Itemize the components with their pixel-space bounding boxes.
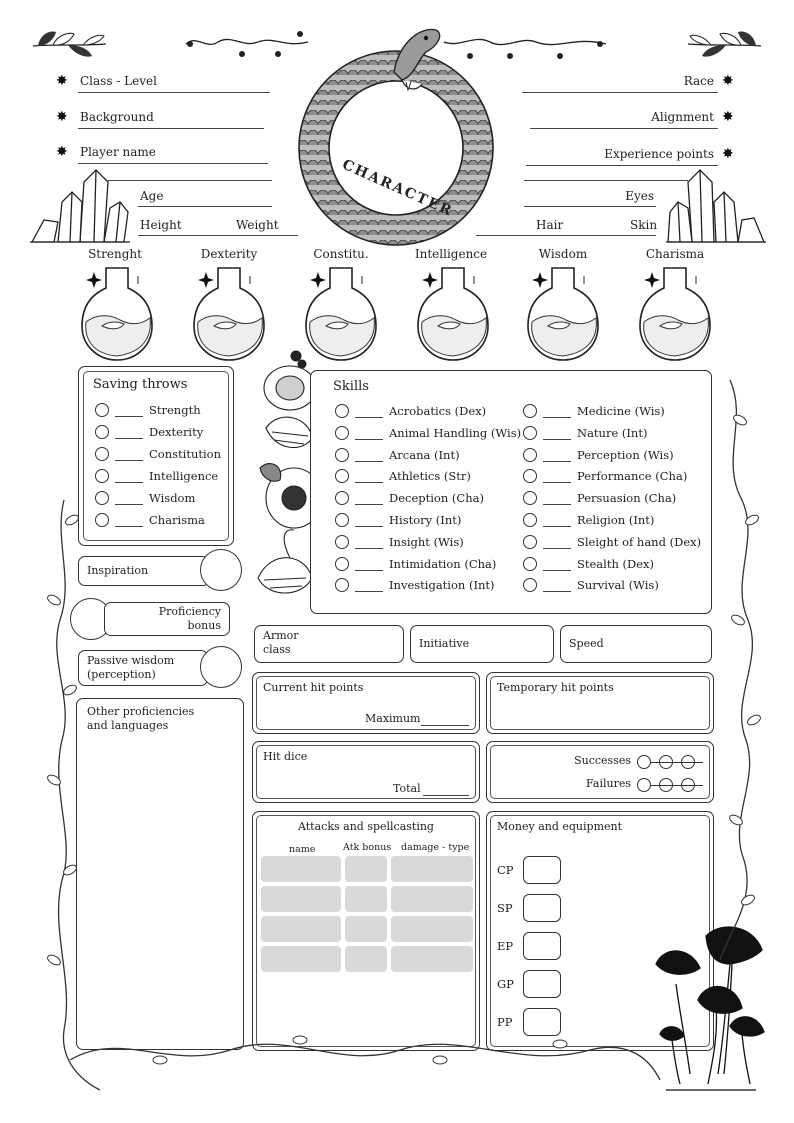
saving-throw-proficiency-toggle[interactable] xyxy=(95,513,109,527)
passive-wisdom-label-1: Passive wisdom xyxy=(87,654,175,667)
attack-bonus-cell[interactable] xyxy=(345,886,387,912)
skill-modifier-field[interactable] xyxy=(543,591,571,592)
attack-bonus-cell[interactable] xyxy=(345,856,387,882)
armor-class-label-2: class xyxy=(263,643,291,656)
skill-modifier-field[interactable] xyxy=(543,461,571,462)
maximum-hp-label: Maximum xyxy=(365,712,421,725)
hair-label: Hair xyxy=(536,218,564,232)
skill-label: Perception (Wis) xyxy=(577,447,674,462)
attack-col-name: name xyxy=(289,844,316,855)
inspiration-label: Inspiration xyxy=(87,564,149,577)
attack-name-cell[interactable] xyxy=(261,946,341,972)
skill-label: Acrobatics (Dex) xyxy=(389,404,487,418)
coin-label: PP xyxy=(497,1015,513,1029)
skill-proficiency-toggle[interactable] xyxy=(523,535,537,549)
death-saves-box xyxy=(486,741,714,803)
attack-bonus-cell[interactable] xyxy=(345,946,387,972)
initiative-box[interactable] xyxy=(410,625,554,663)
skill-proficiency-toggle[interactable] xyxy=(523,491,537,505)
ability-name: Dexterity xyxy=(200,247,258,261)
eyes-label: Eyes xyxy=(625,189,654,203)
attack-col-damage: damage - type xyxy=(401,842,470,853)
star-bullet-icon: ✸ xyxy=(722,146,734,162)
attack-name-cell[interactable] xyxy=(261,916,341,942)
proficiency-box xyxy=(104,602,230,636)
skills-panel xyxy=(310,370,712,614)
attack-damage-cell[interactable] xyxy=(391,916,473,942)
skill-label: Survival (Wis) xyxy=(577,578,659,593)
skill-proficiency-toggle[interactable] xyxy=(335,404,349,418)
saving-throw-modifier-field[interactable] xyxy=(115,460,143,461)
leaf-ornament-right xyxy=(686,26,766,66)
skill-label: Animal Handling (Wis) xyxy=(389,425,522,440)
saving-throws-title: Saving throws xyxy=(93,377,188,392)
skill-proficiency-toggle[interactable] xyxy=(335,557,349,571)
coin-label: EP xyxy=(497,939,514,953)
coin-label: CP xyxy=(497,863,514,877)
skill-proficiency-toggle[interactable] xyxy=(335,469,349,483)
mushroom-cluster-icon xyxy=(646,924,766,1094)
saving-throw-modifier-field[interactable] xyxy=(115,504,143,505)
failures-label: Failures xyxy=(586,777,631,790)
skill-label: History (Int) xyxy=(389,513,462,527)
header-rule-left xyxy=(108,180,272,181)
speed-box[interactable] xyxy=(560,625,712,663)
saving-throw-proficiency-toggle[interactable] xyxy=(95,425,109,439)
skill-label: Deception (Cha) xyxy=(389,491,484,506)
attack-col-bonus: Atk bonus xyxy=(343,842,392,853)
death-save-connector xyxy=(651,762,703,763)
maximum-hp-field[interactable] xyxy=(421,725,469,726)
current-hp-box[interactable] xyxy=(252,672,480,734)
skill-label: Insight (Wis) xyxy=(389,534,464,549)
player-name-field[interactable] xyxy=(78,163,268,164)
passive-wisdom-box xyxy=(78,650,208,686)
race-field[interactable] xyxy=(522,92,718,93)
skill-label: Sleight of hand (Dex) xyxy=(577,534,702,549)
skill-label: Performance (Cha) xyxy=(577,469,688,484)
ability-score-flask[interactable] xyxy=(80,264,154,362)
skill-proficiency-toggle[interactable] xyxy=(335,513,349,527)
proficiency-label-1: Proficiency xyxy=(158,605,221,618)
skill-modifier-field[interactable] xyxy=(543,417,571,418)
passive-wisdom-label-2: (perception) xyxy=(87,668,156,681)
experience-points-field[interactable] xyxy=(526,165,718,166)
inspiration-box xyxy=(78,556,210,586)
skill-modifier-field[interactable] xyxy=(543,526,571,527)
skills-title: Skills xyxy=(333,379,369,394)
star-bullet-icon: ✸ xyxy=(56,73,68,89)
attack-name-cell[interactable] xyxy=(261,856,341,882)
background-label: Background xyxy=(80,110,154,124)
potion-flask-icon xyxy=(416,264,490,362)
other-proficiencies-label-2: and languages xyxy=(87,719,169,732)
skill-modifier-field[interactable] xyxy=(543,548,571,549)
ability-name: Charisma xyxy=(645,247,705,261)
potion-flask-icon xyxy=(526,264,600,362)
star-bullet-icon: ✸ xyxy=(722,73,734,89)
height-weight-field[interactable] xyxy=(138,235,298,236)
skin-label: Skin xyxy=(630,218,658,232)
attack-damage-cell[interactable] xyxy=(391,886,473,912)
skill-modifier-field[interactable] xyxy=(355,461,383,462)
coin-amount-field[interactable] xyxy=(523,932,561,960)
skill-label: Intimidation (Cha) xyxy=(389,556,497,571)
alignment-field[interactable] xyxy=(530,128,718,129)
race-label: Race xyxy=(683,74,714,88)
weight-label: Weight xyxy=(236,218,279,232)
attack-damage-cell[interactable] xyxy=(391,856,473,882)
skill-label: Nature (Int) xyxy=(577,425,648,440)
attack-damage-cell[interactable] xyxy=(391,946,473,972)
skill-label: Religion (Int) xyxy=(577,513,655,527)
inspiration-circle[interactable] xyxy=(200,549,242,591)
skill-modifier-field[interactable] xyxy=(355,417,383,418)
background-field[interactable] xyxy=(78,128,264,129)
skill-modifier-field[interactable] xyxy=(355,570,383,571)
eyes-field[interactable] xyxy=(524,206,656,207)
saving-throw-label: Strength xyxy=(149,403,201,417)
money-title: Money and equipment xyxy=(497,820,623,833)
crystal-cluster-left-icon xyxy=(28,168,132,244)
armor-class-label-1: Armor xyxy=(263,629,299,642)
ability-score-flask[interactable] xyxy=(638,264,712,362)
hit-dice-total-label: Total xyxy=(393,782,421,795)
ability-score-flask[interactable] xyxy=(416,264,490,362)
armor-class-box[interactable] xyxy=(254,625,404,663)
ability-name: Strenght xyxy=(88,247,142,261)
attacks-title: Attacks and spellcasting xyxy=(298,820,434,833)
emblem-text: CHARACTER xyxy=(339,156,456,220)
skill-modifier-field[interactable] xyxy=(543,482,571,483)
skill-proficiency-toggle[interactable] xyxy=(335,491,349,505)
saving-throw-label: Intelligence xyxy=(149,469,219,483)
star-bullet-icon: ✸ xyxy=(56,109,68,125)
successes-label: Successes xyxy=(574,754,631,767)
current-hp-label: Current hit points xyxy=(263,681,364,694)
coin-amount-field[interactable] xyxy=(523,894,561,922)
saving-throws-panel xyxy=(78,366,234,546)
age-label: Age xyxy=(140,189,164,203)
skill-modifier-field[interactable] xyxy=(355,482,383,483)
saving-throw-label: Wisdom xyxy=(149,491,196,505)
skill-modifier-field[interactable] xyxy=(543,570,571,571)
speed-label: Speed xyxy=(569,637,604,650)
ouroboros-emblem-icon xyxy=(298,20,498,246)
leaf-ornament-left xyxy=(28,26,108,66)
experience-points-label: Experience points xyxy=(604,147,714,161)
saving-throw-label: Charisma xyxy=(149,513,205,527)
temporary-hp-box[interactable] xyxy=(486,672,714,734)
saving-throw-proficiency-toggle[interactable] xyxy=(95,469,109,483)
saving-throw-label: Constitution xyxy=(149,447,221,461)
saving-throw-modifier-field[interactable] xyxy=(115,438,143,439)
skill-proficiency-toggle[interactable] xyxy=(523,513,537,527)
coin-label: GP xyxy=(497,977,514,991)
potion-flask-icon xyxy=(638,264,712,362)
skill-label: Persuasion (Cha) xyxy=(577,491,677,506)
coin-amount-field[interactable] xyxy=(523,970,561,998)
coin-label: SP xyxy=(497,901,513,915)
skill-label: Stealth (Dex) xyxy=(577,556,655,571)
star-bullet-icon: ✸ xyxy=(722,109,734,125)
skill-modifier-field[interactable] xyxy=(543,439,571,440)
skill-label: Athletics (Str) xyxy=(389,469,471,484)
ability-name: Intelligence xyxy=(414,247,488,261)
saving-throw-modifier-field[interactable] xyxy=(115,416,143,417)
other-proficiencies-panel[interactable] xyxy=(76,698,244,1050)
skill-modifier-field[interactable] xyxy=(543,504,571,505)
ability-name: Constitu. xyxy=(313,247,369,261)
skill-modifier-field[interactable] xyxy=(355,504,383,505)
skill-modifier-field[interactable] xyxy=(355,526,383,527)
potion-flask-icon xyxy=(80,264,154,362)
death-save-connector xyxy=(651,785,703,786)
skill-proficiency-toggle[interactable] xyxy=(335,578,349,592)
skill-modifier-field[interactable] xyxy=(355,591,383,592)
class-level-field[interactable] xyxy=(78,92,270,93)
skill-label: Arcana (Int) xyxy=(389,447,460,462)
skill-proficiency-toggle[interactable] xyxy=(523,578,537,592)
skill-modifier-field[interactable] xyxy=(355,548,383,549)
vine-swirl-left xyxy=(182,30,312,66)
skill-modifier-field[interactable] xyxy=(355,439,383,440)
attacks-panel xyxy=(252,811,480,1051)
skill-proficiency-toggle[interactable] xyxy=(335,535,349,549)
star-bullet-icon: ✸ xyxy=(56,144,68,160)
hit-dice-box[interactable] xyxy=(252,741,480,803)
height-label: Height xyxy=(140,218,182,232)
attack-bonus-cell[interactable] xyxy=(345,916,387,942)
crystal-cluster-right-icon xyxy=(664,168,768,244)
coin-amount-field[interactable] xyxy=(523,1008,561,1036)
temporary-hp-label: Temporary hit points xyxy=(497,681,614,694)
saving-throw-proficiency-toggle[interactable] xyxy=(95,403,109,417)
skill-proficiency-toggle[interactable] xyxy=(335,448,349,462)
skill-proficiency-toggle[interactable] xyxy=(523,404,537,418)
player-name-label: Player name xyxy=(80,145,156,159)
ability-name: Wisdom xyxy=(538,247,588,261)
attack-name-cell[interactable] xyxy=(261,886,341,912)
class-level-label: Class - Level xyxy=(80,74,157,88)
proficiency-label-2: bonus xyxy=(187,619,221,632)
coin-amount-field[interactable] xyxy=(523,856,561,884)
passive-wisdom-circle[interactable] xyxy=(200,646,242,688)
skill-label: Investigation (Int) xyxy=(389,578,495,593)
skill-label: Medicine (Wis) xyxy=(577,404,665,418)
skill-proficiency-toggle[interactable] xyxy=(523,448,537,462)
ability-score-flask[interactable] xyxy=(526,264,600,362)
saving-throw-proficiency-toggle[interactable] xyxy=(95,491,109,505)
saving-throw-proficiency-toggle[interactable] xyxy=(95,447,109,461)
skill-proficiency-toggle[interactable] xyxy=(523,557,537,571)
death-save-checkbox[interactable] xyxy=(637,755,651,769)
hair-skin-field[interactable] xyxy=(476,235,656,236)
skill-proficiency-toggle[interactable] xyxy=(335,426,349,440)
hit-dice-label: Hit dice xyxy=(263,750,308,763)
death-save-checkbox[interactable] xyxy=(637,778,651,792)
skill-proficiency-toggle[interactable] xyxy=(523,469,537,483)
skill-proficiency-toggle[interactable] xyxy=(523,426,537,440)
other-proficiencies-label-1: Other proficiencies xyxy=(87,705,195,718)
saving-throw-label: Dexterity xyxy=(149,425,204,439)
saving-throw-modifier-field[interactable] xyxy=(115,482,143,483)
hit-dice-total-field[interactable] xyxy=(423,795,469,796)
saving-throw-modifier-field[interactable] xyxy=(115,526,143,527)
alignment-label: Alignment xyxy=(651,110,714,124)
initiative-label: Initiative xyxy=(419,637,470,650)
age-field[interactable] xyxy=(138,206,272,207)
